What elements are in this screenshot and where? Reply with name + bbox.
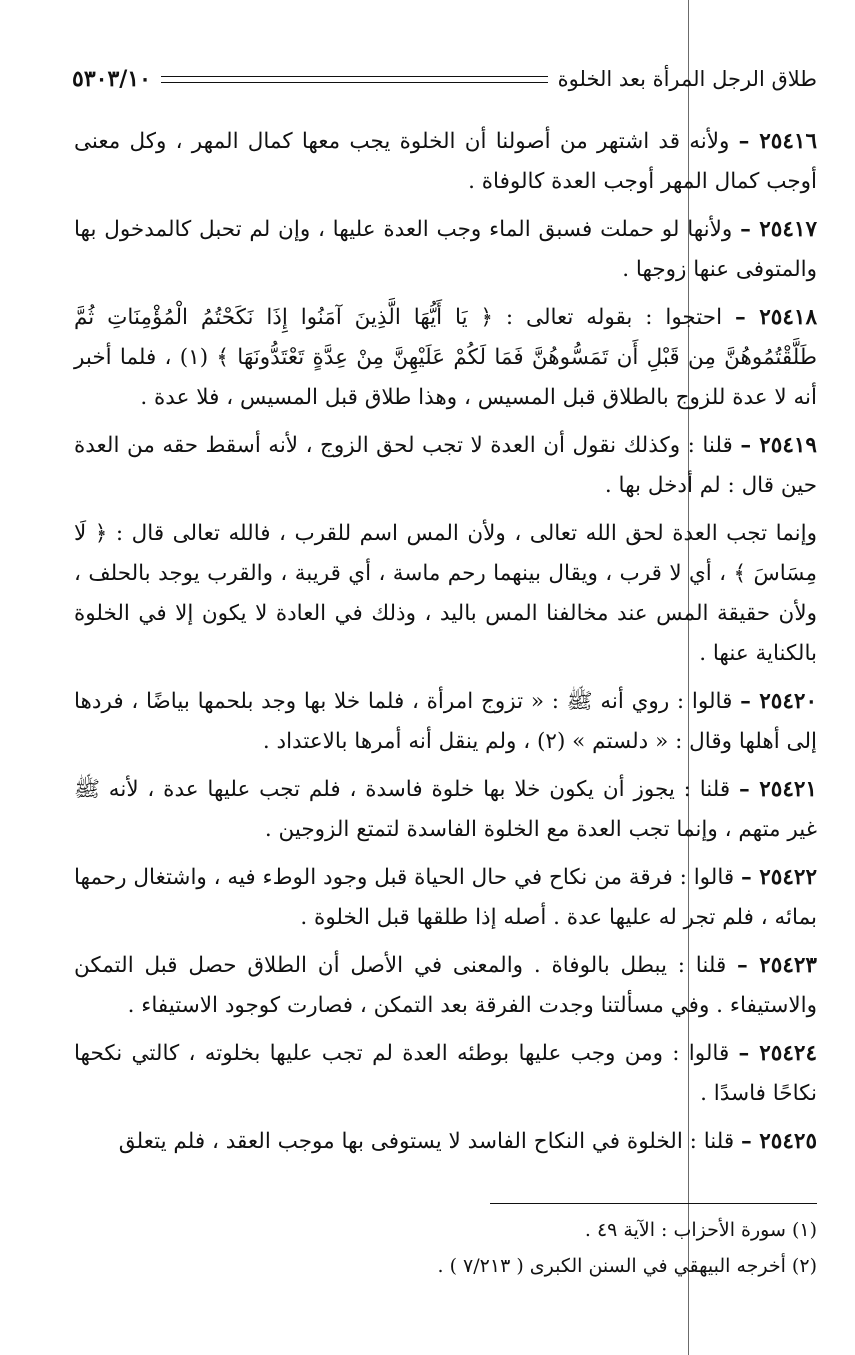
paragraph-number: ٢٥٤٢٣ – xyxy=(737,953,817,978)
paragraph-25425 xyxy=(74,1122,817,1162)
paragraph-continuation xyxy=(74,514,817,674)
paragraph-25424 xyxy=(74,1034,817,1114)
footnote-2: (٢) أخرجه البيهقي في السنن الكبرى ( ٧/٢١٣ ) . xyxy=(437,1255,817,1277)
page-number: ٥٣٠٣/١٠ xyxy=(72,66,151,92)
paragraph-text: احتجوا : بقوله تعالى : ﴿ يَا أَيُّهَا الَّذِينَ آمَنُوا إِذَا نَكَحْتُمُ الْمُؤْمِنَاتِ ثُمَّ طَلَّقْتُمُوهُنَّ مِن قَبْلِ أَن تَمَسُّوهُنَّ فَمَا لَكُمْ عَلَيْهِنَّ مِنْ عِدَّةٍ تَعْتَدُّونَهَا ﴾ (١) ، فلما أخبر أنه لا عدة للزوج بالطلاق قبل المسيس ، وهذا طلاق قبل المسيس ، فلا عدة . xyxy=(74,305,817,410)
paragraph-25418 xyxy=(74,298,817,418)
paragraph-number: ٢٥٤١٨ – xyxy=(734,305,817,330)
paragraph-text: قلنا : الخلوة في النكاح الفاسد لا يستوفى بها موجب العقد ، فلم يتعلق xyxy=(118,1129,741,1154)
paragraph-text: قلنا : يبطل بالوفاة . والمعنى في الأصل أن الطلاق حصل قبل التمكن والاستيفاء . وفي مسألتنا وجدت الفرقة بعد التمكن ، فصارت كوجود الاستيفاء . xyxy=(74,953,817,1018)
paragraph-number: ٢٥٤٢٤ – xyxy=(738,1041,817,1066)
paragraph-text: ولأنها لو حملت فسبق الماء وجب العدة عليها ، وإن لم تحبل كالمدخول بها والمتوفى عنها زوجها . xyxy=(74,217,817,282)
page-body xyxy=(74,122,817,1170)
paragraph-25420 xyxy=(74,682,817,762)
paragraph-number: ٢٥٤٢٠ – xyxy=(740,689,817,714)
page-header xyxy=(72,62,817,96)
paragraph-text: قلنا : يجوز أن يكون خلا بها خلوة فاسدة ، فلم تجب عليها عدة ، لأنه ﷺ غير متهم ، وإنما تجب العدة مع الخلوة الفاسدة لتمتع الزوجين . xyxy=(74,777,817,842)
footnote-separator xyxy=(490,1203,817,1204)
paragraph-text: قالوا : ومن وجب عليها بوطئه العدة لم تجب عليها بخلوته ، كالتي نكحها نكاحًا فاسدًا . xyxy=(74,1041,817,1106)
paragraph-number: ٢٥٤١٧ – xyxy=(740,217,817,242)
paragraph-number: ٢٥٤٢١ – xyxy=(739,777,817,802)
paragraph-25422 xyxy=(74,858,817,938)
paragraph-25423 xyxy=(74,946,817,1026)
paragraph-number: ٢٥٤١٦ – xyxy=(738,129,817,154)
paragraph-number: ٢٥٤٢٥ – xyxy=(741,1129,817,1154)
paragraph-number: ٢٥٤٢٢ – xyxy=(741,865,817,890)
paragraph-25421 xyxy=(74,770,817,850)
paragraph-25419 xyxy=(74,426,817,506)
paragraph-25416 xyxy=(74,122,817,202)
running-title: طلاق الرجل المرأة بعد الخلوة xyxy=(557,67,817,91)
paragraph-text: قالوا : روي أنه ﷺ : « تزوج امرأة ، فلما خلا بها وجد بلحمها بياضًا ، فردها إلى أهلها وقال : « دلستم » (٢) ، ولم ينقل أنه أمرها بالاعتداد . xyxy=(74,689,817,754)
header-rule xyxy=(161,76,548,83)
paragraph-25417 xyxy=(74,210,817,290)
footnote-1: (١) سورة الأحزاب : الآية ٤٩ . xyxy=(584,1219,817,1241)
footnotes xyxy=(74,1212,817,1284)
paragraph-number: ٢٥٤١٩ – xyxy=(740,433,817,458)
paragraph-text: قالوا : فرقة من نكاح في حال الحياة قبل وجود الوطء فيه ، واشتغال رحمها بمائه ، فلم تجر له عليها عدة . أصله إذا طلقها قبل الخلوة . xyxy=(74,865,817,930)
paragraph-text: وإنما تجب العدة لحق الله تعالى ، ولأن المس اسم للقرب ، فالله تعالى قال : ﴿ لَا مِسَاسَ ﴾ ، أي لا قرب ، ويقال بينهما رحم ماسة ، أي قريبة ، والقرب يوجد بالحلف ، ولأن حقيقة المس عند مخالفنا المس باليد ، وذلك في العادة لا يكون إلا في الخلوة بالكناية عنها . xyxy=(74,521,817,666)
paragraph-text: قلنا : وكذلك نقول أن العدة لا تجب لحق الزوج ، لأنه أسقط حقه من العدة حين قال : لم أدخل بها . xyxy=(74,433,817,498)
paragraph-text: ولأنه قد اشتهر من أصولنا أن الخلوة يجب معها كمال المهر ، وكل معنى أوجب كمال المهر أوجب العدة كالوفاة . xyxy=(74,129,817,194)
